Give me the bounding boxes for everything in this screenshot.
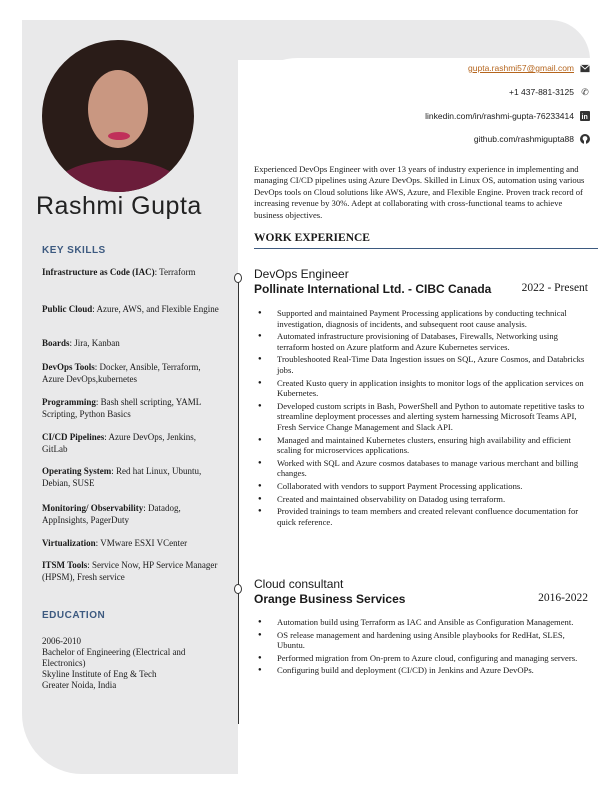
list-item: ● Created and maintained observability on Datadog using terraform. [256, 494, 592, 505]
skill-item: Monitoring/ Observability: Datadog, AppInsights, PagerDuty [42, 503, 181, 525]
contact-github[interactable] [474, 134, 590, 144]
github-icon [580, 134, 590, 144]
education-school: Skyline Institute of Eng & Tech [42, 669, 157, 679]
phone-icon: ✆ [581, 86, 589, 97]
skill-item: Boards: Jira, Kanban [42, 338, 120, 348]
education-degree: Bachelor of Engineering (Electrical and Electronics) [42, 647, 186, 668]
list-item: ● Supported and maintained Payment Processing applications by conducting technical investigation, diagnosis of incidents, and subsequent root cause analysis. [256, 308, 592, 329]
job-company: Orange Business Services [254, 592, 406, 606]
education-years: 2006-2010 [42, 636, 81, 646]
contact-linkedin[interactable] [425, 111, 590, 121]
section-divider [254, 248, 598, 249]
timeline-line [238, 280, 239, 724]
education-heading: EDUCATION [42, 610, 106, 621]
skill-item: Programming: Bash shell scripting, YAML Scripting, Python Basics [42, 397, 201, 419]
email-link[interactable]: gupta.rashmi57@gmail.com [468, 63, 574, 73]
linkedin-icon [580, 111, 590, 121]
job-bullets [256, 617, 592, 678]
list-item: ● Automation build using Terraform as IAC and Ansible as Configuration Management. [256, 617, 592, 628]
github-text[interactable]: github.com/rashmigupta88 [473, 134, 574, 144]
education-location: Greater Noida, India [42, 680, 117, 690]
list-item: ● Automated infrastructure provisioning of Databases, Firewalls, Networking using terraform hosted on Azure platform and Azure Kubernetes services. [256, 331, 592, 352]
job-dates: 2016-2022 [538, 592, 588, 604]
timeline-marker [234, 273, 242, 283]
envelope-icon [580, 63, 590, 73]
skill-item: CI/CD Pipelines: Azure DevOps, Jenkins, GitLab [42, 432, 197, 454]
key-skills-heading: KEY SKILLS [42, 245, 106, 256]
job-title: DevOps Engineer [254, 267, 349, 281]
list-item: ● Configuring build and deployment (CI/CD) in Jenkins and Azure DevOPs. [256, 665, 592, 676]
candidate-name: Rashmi Gupta [36, 192, 202, 220]
contact-phone [509, 87, 590, 97]
list-item: ● Provided trainings to team members and created relevant confluence documentation for quick reference. [256, 506, 592, 527]
list-item: ● Worked with SQL and Azure cosmos databases to manage various merchant and billing changes. [256, 458, 592, 479]
contact-email[interactable] [468, 63, 590, 73]
list-item: ● Created Kusto query in application insights to monitor logs of the application services on Kubernetes. [256, 378, 592, 399]
skill-item: DevOps Tools: Docker, Ansible, Terraform, Azure DevOps,kubernetes [42, 362, 201, 384]
list-item: ● Performed migration from On-prem to Azure cloud, configuring and managing servers. [256, 653, 592, 664]
list-item: ● Collaborated with vendors to support Payment Processing applications. [256, 481, 592, 492]
profile-summary: Experienced DevOps Engineer with over 13 years of industry experience in implementing and managing CI/CD pipelines using Azure DevOps. Skilled in Linux OS, automation using various DevOps tools on Cloud solutions like AWS, Azure, and Flexible Engine. Proven track record of increasing revenue by 30%. Adept at collaborating with cross-functional teams to achieve business objectives. [254, 164, 585, 220]
job-dates: 2022 - Present [521, 282, 588, 294]
skill-item: Virtualization: VMware ESXI VCenter [42, 538, 188, 548]
job-company: Pollinate International Ltd. - CIBC Canada [254, 282, 492, 296]
list-item: ● Troubleshooted Real-Time Data Ingestion issues on SQL, Azure Cosmos, and Databricks jobs. [256, 354, 592, 375]
skill-item: Operating System: Red hat Linux, Ubuntu, Debian, SUSE [42, 466, 202, 488]
job-bullets [256, 308, 592, 529]
skill-item: ITSM Tools: Service Now, HP Service Manager (HPSM), Fresh service [42, 560, 218, 582]
skill-item: Public Cloud: Azure, AWS, and Flexible Engine [42, 304, 219, 314]
svg-text:in: in [581, 114, 588, 121]
linkedin-text[interactable]: linkedin.com/in/rashmi-gupta-76233414 [425, 111, 574, 121]
education-entry [42, 636, 227, 691]
work-experience-heading: WORK EXPERIENCE [254, 232, 370, 244]
list-item: ● Managed and maintained Kubernetes clusters, ensuring high availability and efficient scaling for microservices applications. [256, 435, 592, 456]
skill-item: Infrastructure as Code (IAC): Terraform [42, 267, 196, 277]
list-item: ● OS release management and hardening using Ansible playbooks for RedHat, SLES, Ubuntu. [256, 630, 592, 651]
list-item: ● Developed custom scripts in Bash, PowerShell and Python to automate repetitive tasks to streamline deployment processes and alerting system harnessing Microsoft Teams API, Fresh Service Change Management and Slack API. [256, 401, 592, 433]
profile-photo [42, 40, 194, 192]
phone-text: +1 437-881-3125 [509, 87, 574, 97]
job-title: Cloud consultant [254, 577, 344, 591]
timeline-marker [234, 584, 242, 594]
